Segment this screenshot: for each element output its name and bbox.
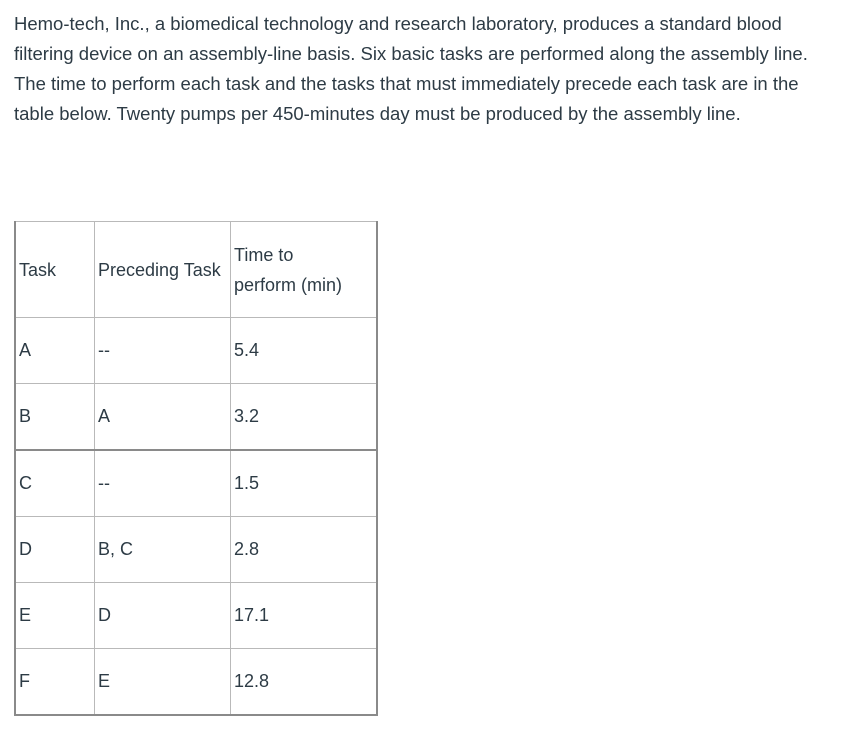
- time-cell: 3.2: [231, 384, 378, 451]
- preceding-cell: E: [95, 649, 231, 716]
- task-table: [14, 221, 378, 716]
- header-task: Task: [15, 222, 95, 318]
- task-cell: E: [15, 583, 95, 649]
- preceding-cell: B, C: [95, 517, 231, 583]
- table-header-row: [15, 222, 377, 318]
- time-cell: 2.8: [231, 517, 378, 583]
- table-row: [15, 384, 377, 451]
- time-cell: 5.4: [231, 318, 378, 384]
- preceding-cell: --: [95, 450, 231, 517]
- header-time-line-2: perform (min): [234, 274, 343, 295]
- preceding-cell: A: [95, 384, 231, 451]
- task-cell: C: [15, 450, 95, 517]
- header-preceding-task: Preceding Task: [95, 222, 231, 318]
- table-row: [15, 583, 377, 649]
- preceding-cell: D: [95, 583, 231, 649]
- table-row: [15, 450, 377, 517]
- task-cell: B: [15, 384, 95, 451]
- table-row: [15, 649, 377, 716]
- task-cell: A: [15, 318, 95, 384]
- table-row: [15, 517, 377, 583]
- preceding-cell: --: [95, 318, 231, 384]
- time-cell: 1.5: [231, 450, 378, 517]
- time-cell: 17.1: [231, 583, 378, 649]
- task-cell: D: [15, 517, 95, 583]
- task-cell: F: [15, 649, 95, 716]
- problem-statement: Hemo-tech, Inc., a biomedical technology and research laboratory, produces a standard blood filtering device on an assembly-line basis. Six basic tasks are performed along the assembly line. The time to perform each task and the tasks that must immediately precede each task are in the table below. Twenty pumps per 450-minutes day must be produced by the assembly line.: [14, 13, 808, 124]
- header-time-line-1: Time to: [234, 244, 294, 265]
- table-row: [15, 318, 377, 384]
- header-time-to-perform: [231, 222, 378, 318]
- time-cell: 12.8: [231, 649, 378, 716]
